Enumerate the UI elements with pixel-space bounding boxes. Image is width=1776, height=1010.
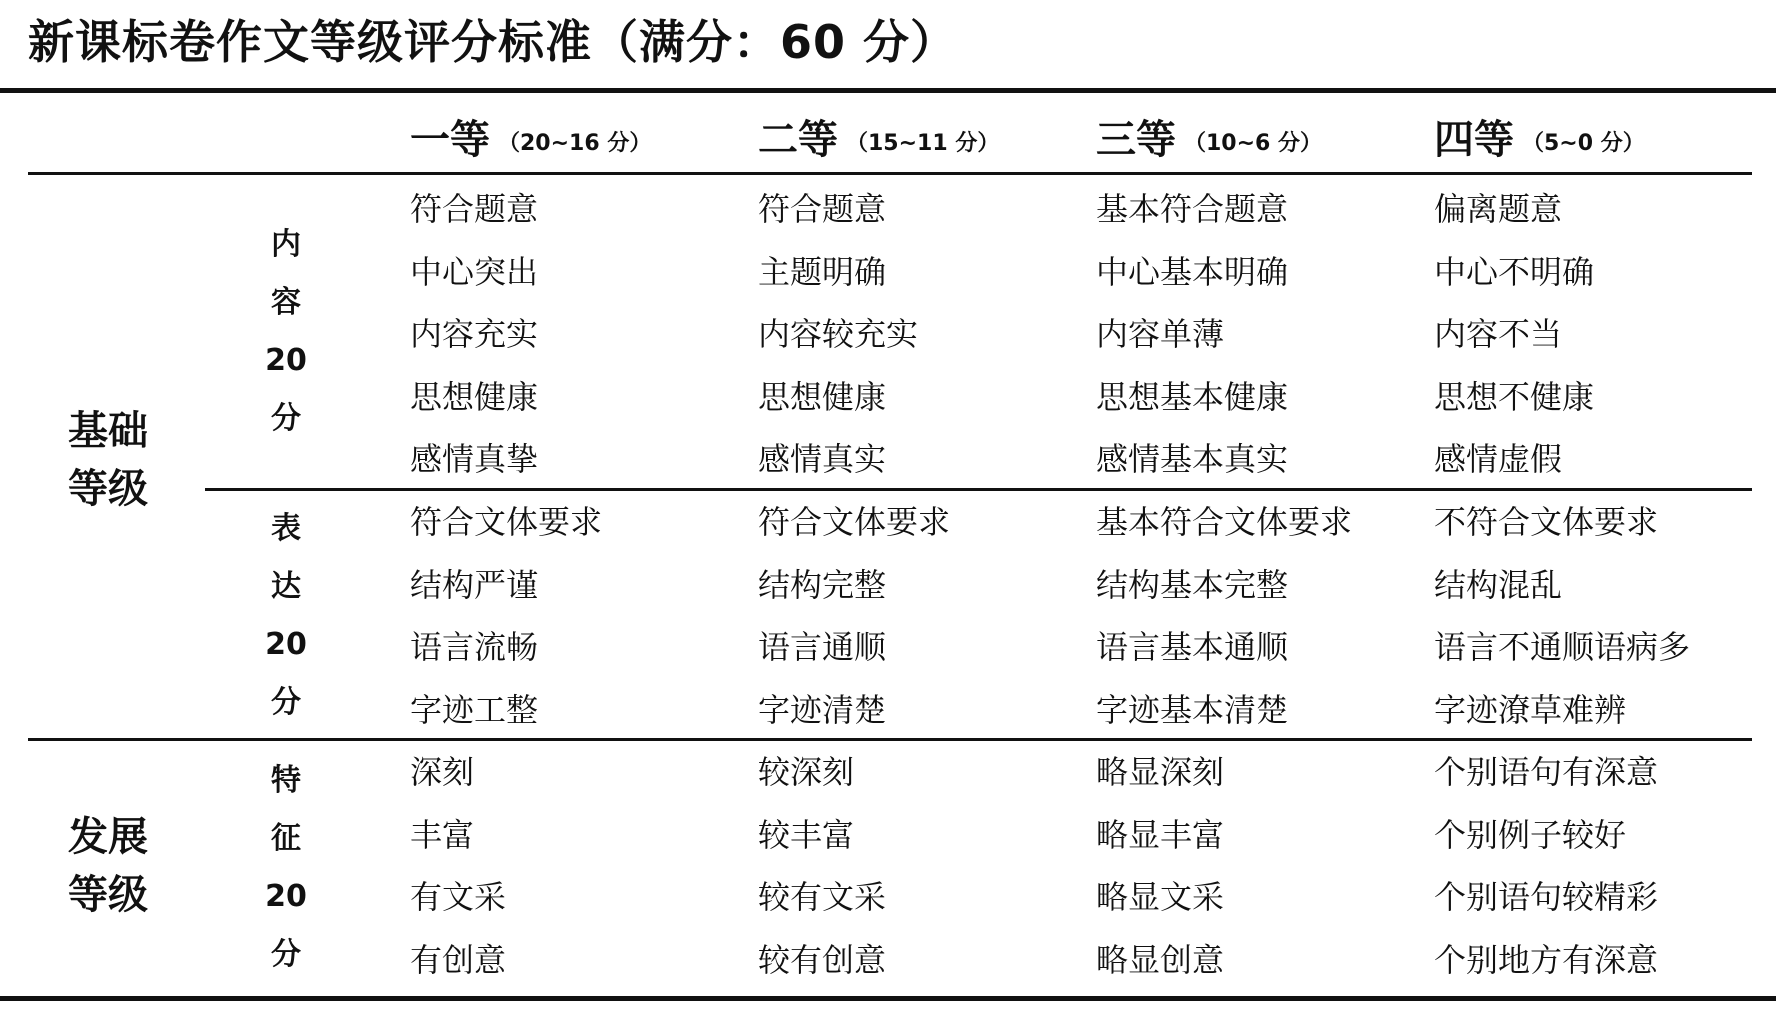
content-grade-2-cell: 符合题意 主题明确 内容较充实 思想健康 感情真实 [758,190,919,478]
section-label-content: 内 容 20 分 [265,227,307,436]
grade-range: （10~6 分） [1184,131,1323,156]
grade-range: （5~0 分） [1522,131,1645,156]
bottom-rule [0,996,1776,1001]
grade-name: 一等 [410,117,490,163]
features-grade-3-cell: 略显深刻 略显丰富 略显文采 略显创意 [1096,753,1225,979]
section-label-features: 特 征 20 分 [265,763,307,972]
grade-range: （20~16 分） [498,131,652,156]
page-title: 新课标卷作文等级评分标准（满分：60 分） [28,15,958,69]
content-grade-3-cell: 基本符合题意 中心基本明确 内容单薄 思想基本健康 感情基本真实 [1096,190,1289,478]
features-grade-4-cell: 个别语句有深意 个别例子较好 个别语句较精彩 个别地方有深意 [1434,753,1659,979]
grade-name: 二等 [758,117,838,163]
grade-range: （15~11 分） [846,131,1000,156]
group-label-basic: 基础 等级 [68,408,148,512]
expression-grade-3-cell: 基本符合文体要求 结构基本完整 语言基本通顺 字迹基本清楚 [1096,503,1353,729]
grade-name: 四等 [1434,117,1514,163]
grade-header-1 [410,112,651,168]
features-grade-1-cell: 深刻 丰富 有文采 有创意 [410,753,507,979]
content-grade-1-cell: 符合题意 中心突出 内容充实 思想健康 感情真挚 [410,190,539,478]
expression-grade-4-cell: 不符合文体要求 结构混乱 语言不通顺语病多 字迹潦草难辨 [1434,503,1691,729]
expression-grade-2-cell: 符合文体要求 结构完整 语言通顺 字迹清楚 [758,503,951,729]
header-rule [28,172,1752,175]
section-label-expression: 表 达 20 分 [265,511,307,720]
features-grade-2-cell: 较深刻 较丰富 较有文采 较有创意 [758,753,887,979]
grade-header-3 [1096,112,1322,168]
grade-header-4 [1434,112,1645,168]
group-label-development: 发展 等级 [68,814,148,918]
content-grade-4-cell: 偏离题意 中心不明确 内容不当 思想不健康 感情虚假 [1434,190,1595,478]
expression-grade-1-cell: 符合文体要求 结构严谨 语言流畅 字迹工整 [410,503,603,729]
grade-name: 三等 [1096,117,1176,163]
grade-header-2 [758,112,999,168]
top-rule [0,88,1776,93]
